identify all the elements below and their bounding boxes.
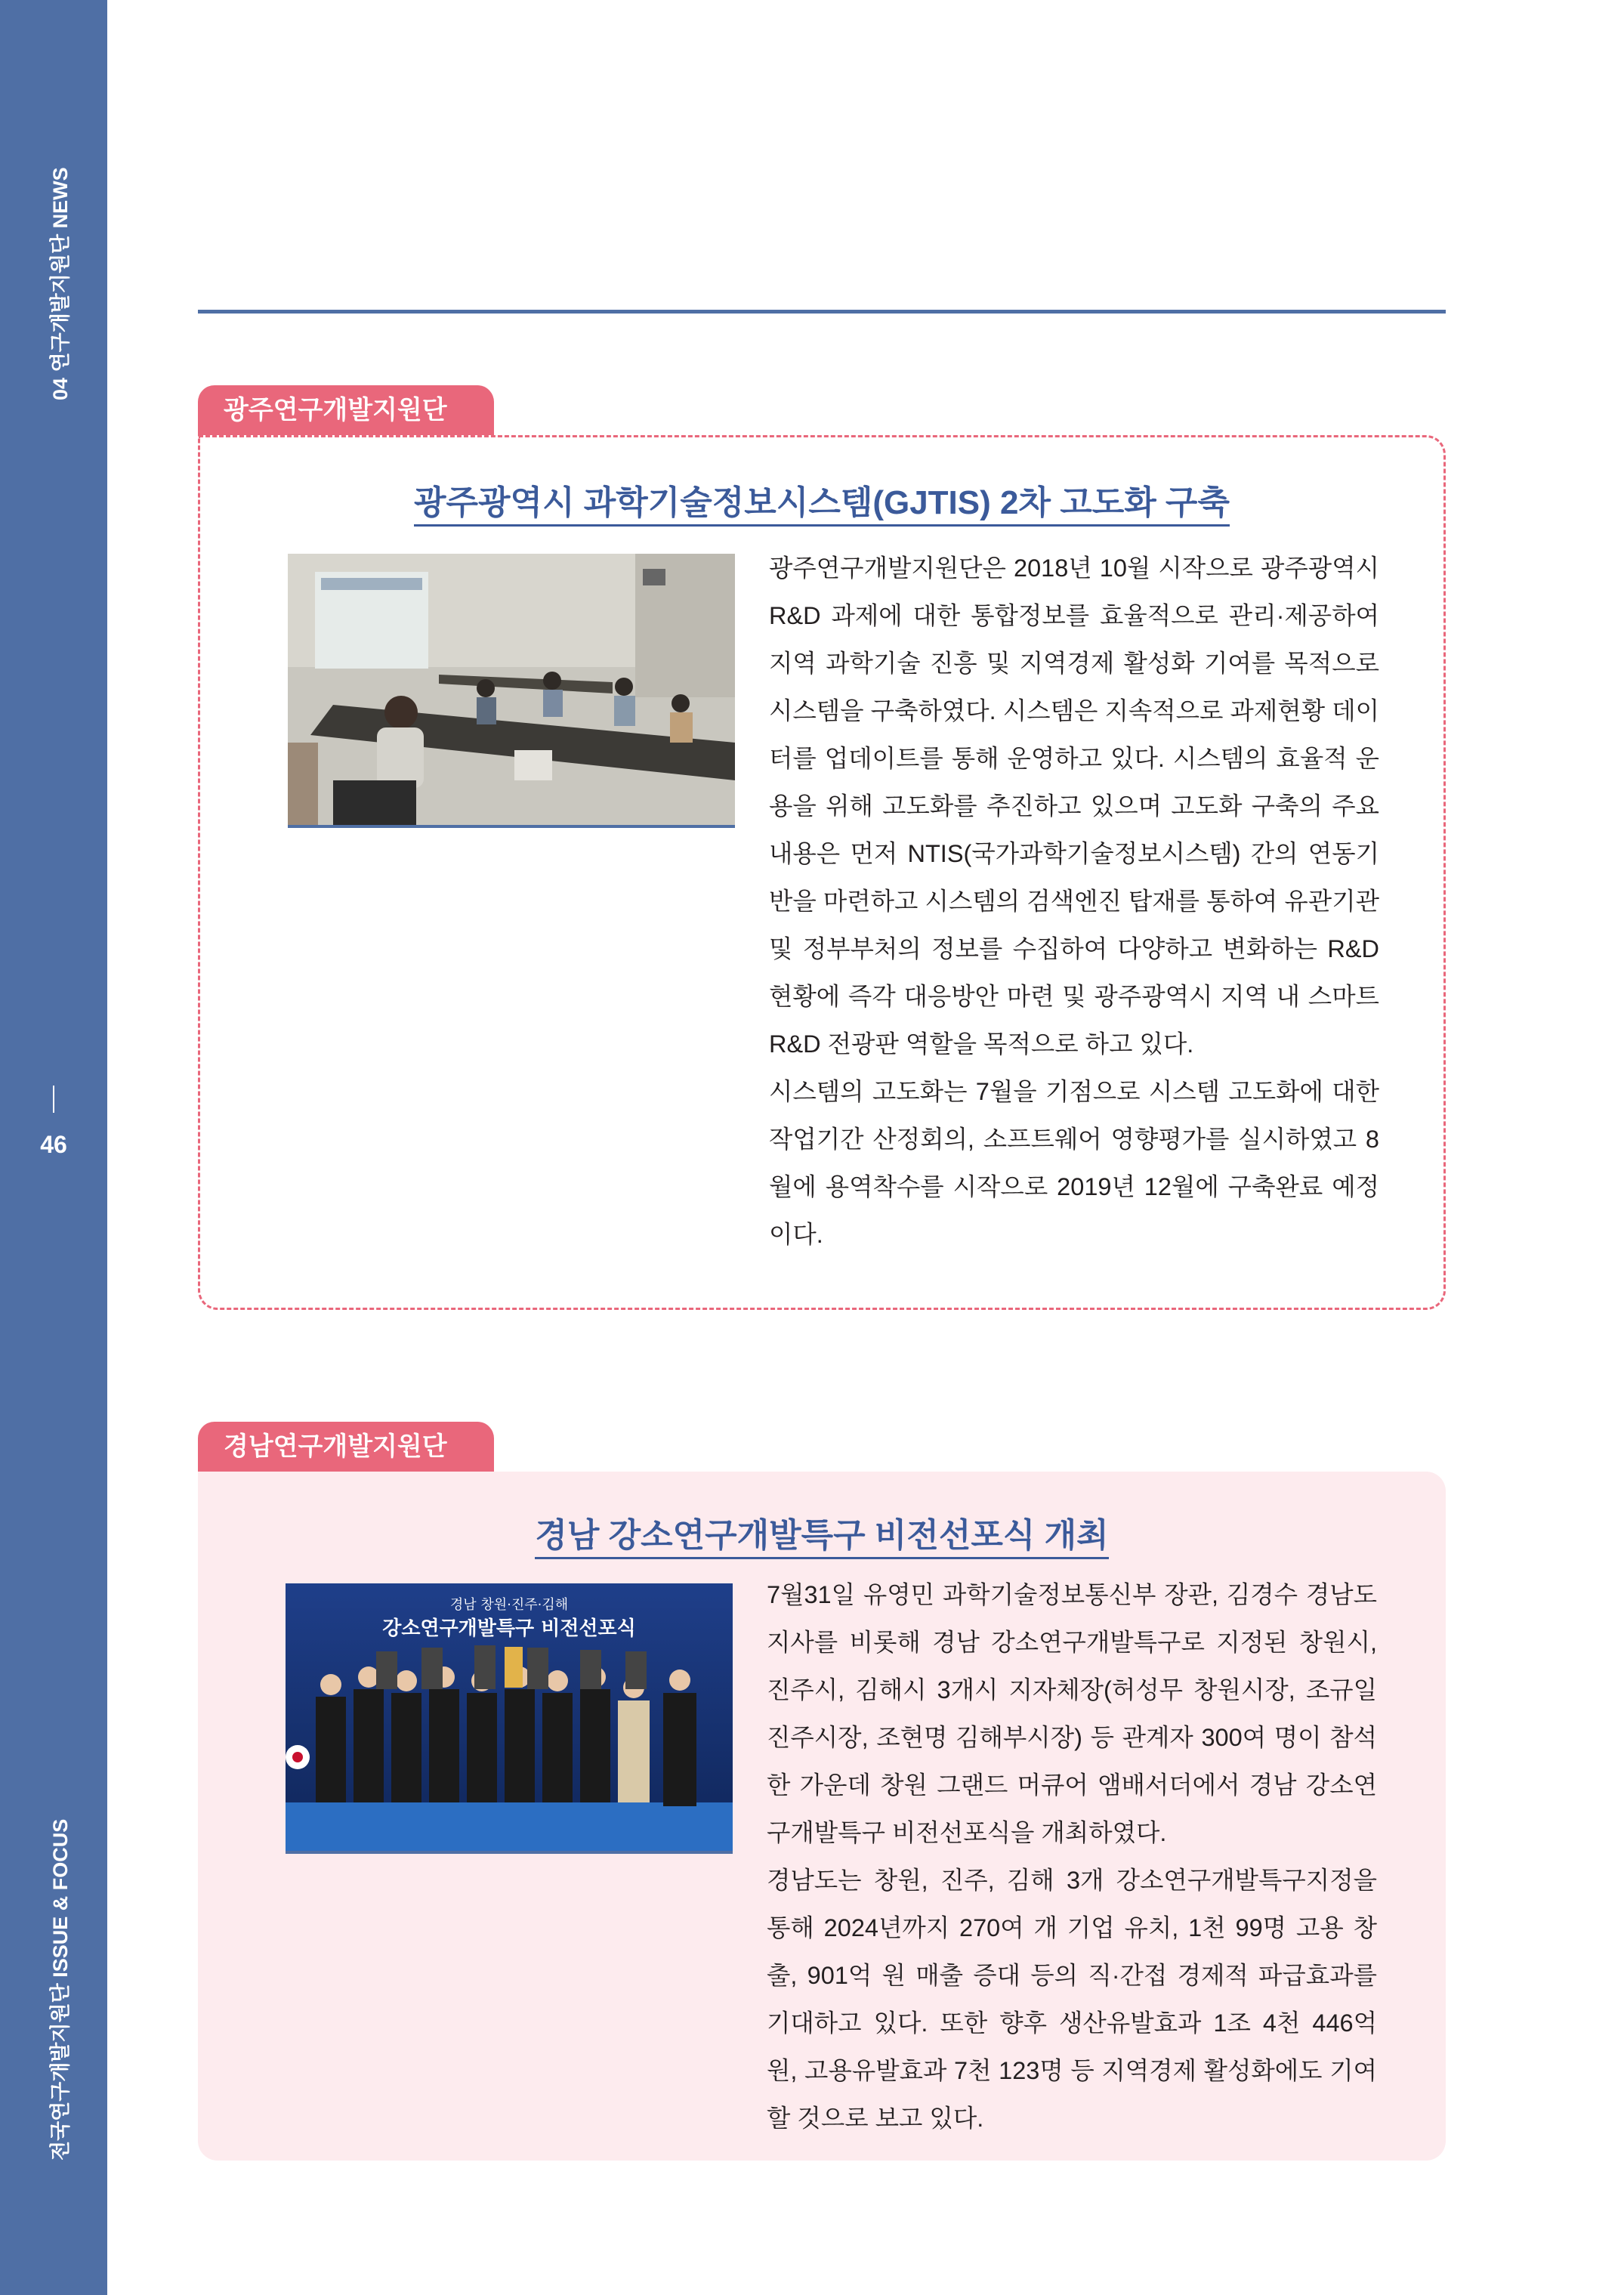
paragraph: 경남도는 창원, 진주, 김해 3개 강소연구개발특구지정을 통해 2024년까지 270여 개 기업 유치, 1천 99명 고용 창출, 901억 원 매출 증대 등의 직·간접 경제적 파급효과를 기대하고 있다. 또한 향후 생산유발효과 1조 4천 446억 원, 고용유발효과 7천 123명 등 지역경제 활성화에도 기여할 것으로 보고 있다. [767,1867,1377,2132]
sidebar [0,0,107,2295]
ceremony-photo [286,1583,733,1854]
article-body [769,545,1379,1259]
article-gyeongnam [198,1472,1446,2161]
article-body [767,1571,1377,2142]
article-gwangju [198,435,1446,1310]
page-number: 46 [40,1131,67,1158]
top-divider [198,310,1446,314]
section-tag-gwangju: 광주연구개발지원단 [198,385,494,435]
paragraph: 광주연구개발지원단은 2018년 10월 시작으로 광주광역시 R&D 과제에 대한 통합정보를 효율적으로 관리·제공하여 지역 과학기술 진흥 및 지역경제 활성화 기여를 목적으로 시스템을 구축하였다. 시스템은 지속적으로 과제현황 데이터를 업데이트를 통해 운영하고 있다. 시스템의 효율적 운용을 위해 고도화를 추진하고 있으며 고도화 구축의 주요내용은 먼저 NTIS(국가과학기술정보시스템) 간의 연동기반을 마련하고 시스템의 검색엔진 탑재를 통하여 유관기관 및 정부부처의 정보를 수집하여 다양하고 변화하는 R&D 현황에 즉각 대응방안 마련 및 광주광역시 지역 내 스마트 R&D 전광판 역할을 목적으로 하고 있다. [769,554,1379,1058]
banner-line2: 강소연구개발특구 비전선포식 [382,1617,636,1640]
meeting-photo [288,554,735,828]
paragraph: 시스템의 고도화는 7월을 기점으로 시스템 고도화에 대한 작업기간 산정회의, 소프트웨어 영향평가를 실시하였고 8월에 용역착수를 시작으로 2019년 12월에 구축완료 예정이다. [769,1078,1379,1248]
page-tick [53,1086,54,1113]
banner-line1: 경남 창원·진주·김해 [449,1597,569,1613]
paragraph: 7월31일 유영민 과학기술정보통신부 장관, 김경수 경남도지사를 비롯해 경남 강소연구개발특구로 지정된 창원시, 진주시, 김해시 3개시 지자체장(허성무 창원시장, 조규일 진주시장, 조현명 김해부시장) 등 관계자 300여 명이 참석한 가운데 창원 그랜드 머큐어 앰배서더에서 경남 강소연구개발특구 비전선포식을 개최하였다. [767,1581,1377,1846]
article-title: 경남 강소연구개발특구 비전선포식 개최 [198,1508,1446,1556]
section-tag-gyeongnam: 경남연구개발지원단 [198,1422,494,1472]
section-label: 04 연구개발지원단 NEWS [49,167,72,400]
publication-label: 전국연구개발지원단 ISSUE & FOCUS [49,1818,72,2161]
article-title: 광주광역시 과학기술정보시스템(GJTIS) 2차 고도화 구축 [200,475,1443,524]
